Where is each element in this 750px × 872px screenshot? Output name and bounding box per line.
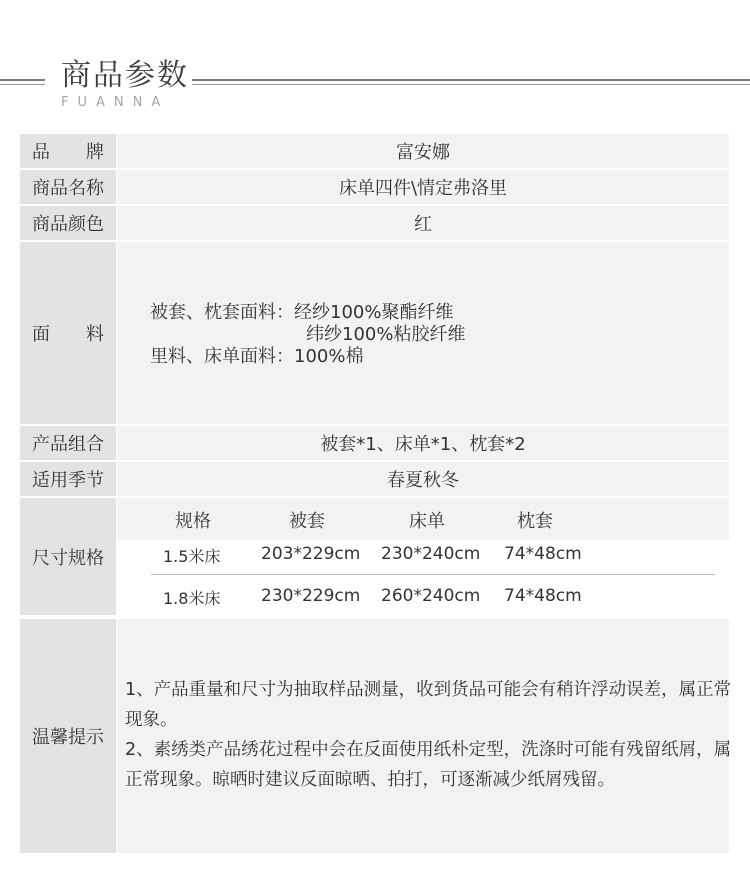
- fabric-line: 纬纱100%粘胶纤维: [306, 324, 466, 345]
- size-row-2-pillow: 74*48cm: [504, 586, 582, 606]
- size-row-1-duvet: 203*229cm: [261, 544, 361, 564]
- page-title: 商品参数: [61, 58, 189, 93]
- row-brand-label-b: 牌: [86, 142, 104, 163]
- row-season-label: 适用季节: [20, 462, 116, 496]
- size-header-spec: 规格: [175, 511, 211, 532]
- fabric-line: 里料、床单面料：100%棉: [150, 346, 364, 367]
- row-combo: [20, 426, 729, 460]
- size-row-2-duvet: 230*229cm: [261, 586, 361, 606]
- row-season-value: 春夏秋冬: [117, 462, 729, 496]
- row-color-value: 红: [117, 206, 729, 240]
- fabric-line: 被套、枕套面料：经纱100%聚酯纤维: [150, 302, 454, 323]
- row-size: [20, 498, 729, 615]
- size-header-sheet: 床单: [409, 511, 445, 532]
- row-brand-value: 富安娜: [117, 134, 729, 168]
- row-name-label: 商品名称: [20, 170, 116, 204]
- row-tips-label: 温馨提示: [20, 619, 116, 853]
- size-row-1-sheet: 230*240cm: [381, 544, 481, 564]
- header-rule-right: [192, 79, 750, 81]
- size-row-1-spec: 1.5米床: [163, 547, 221, 566]
- size-table: [117, 498, 729, 615]
- row-combo-value: 被套*1、床单*1、枕套*2: [117, 426, 729, 460]
- section-header: [0, 0, 750, 120]
- size-header-pillow: 枕套: [517, 511, 553, 532]
- size-table-header: [117, 498, 729, 540]
- size-row-1-pillow: 74*48cm: [504, 544, 582, 564]
- tip-item: 1、产品重量和尺寸为抽取样品测量，收到货品可能会有稍许浮动误差，属正常现象。: [125, 680, 732, 730]
- tip-item: 2、素绣类产品绣花过程中会在反面使用纸朴定型，洗涤时可能有残留纸屑，属正常现象。晾晒时建议反面晾晒、拍打，可逐渐减少纸屑残留。: [125, 740, 732, 790]
- row-fabric-label: [20, 242, 116, 424]
- row-tips: [20, 619, 732, 853]
- row-brand-label: [20, 134, 116, 168]
- tips-text: [125, 675, 735, 795]
- row-color: [20, 206, 729, 240]
- header-rule-left: [0, 79, 45, 81]
- header-rule-right-thin: [192, 84, 750, 85]
- page-subtitle: FUANNA: [61, 95, 170, 110]
- row-fabric-label-a: 面: [32, 324, 50, 345]
- row-size-label: 尺寸规格: [20, 498, 116, 615]
- row-fabric-label-b: 料: [86, 324, 104, 345]
- size-row-2-sheet: 260*240cm: [381, 586, 481, 606]
- header-rule-left-thin: [0, 84, 45, 85]
- row-combo-label: 产品组合: [20, 426, 116, 460]
- row-fabric: [20, 242, 729, 424]
- row-color-label: 商品颜色: [20, 206, 116, 240]
- size-header-duvet: 被套: [289, 511, 325, 532]
- row-brand-label-a: 品: [32, 142, 50, 163]
- row-brand: [20, 134, 729, 168]
- size-row-2-spec: 1.8米床: [163, 589, 221, 608]
- row-name: [20, 170, 729, 204]
- row-name-value: 床单四件\情定弗洛里: [117, 170, 729, 204]
- row-season: [20, 462, 729, 496]
- fabric-lines: [150, 302, 465, 368]
- size-row-divider: [151, 574, 715, 575]
